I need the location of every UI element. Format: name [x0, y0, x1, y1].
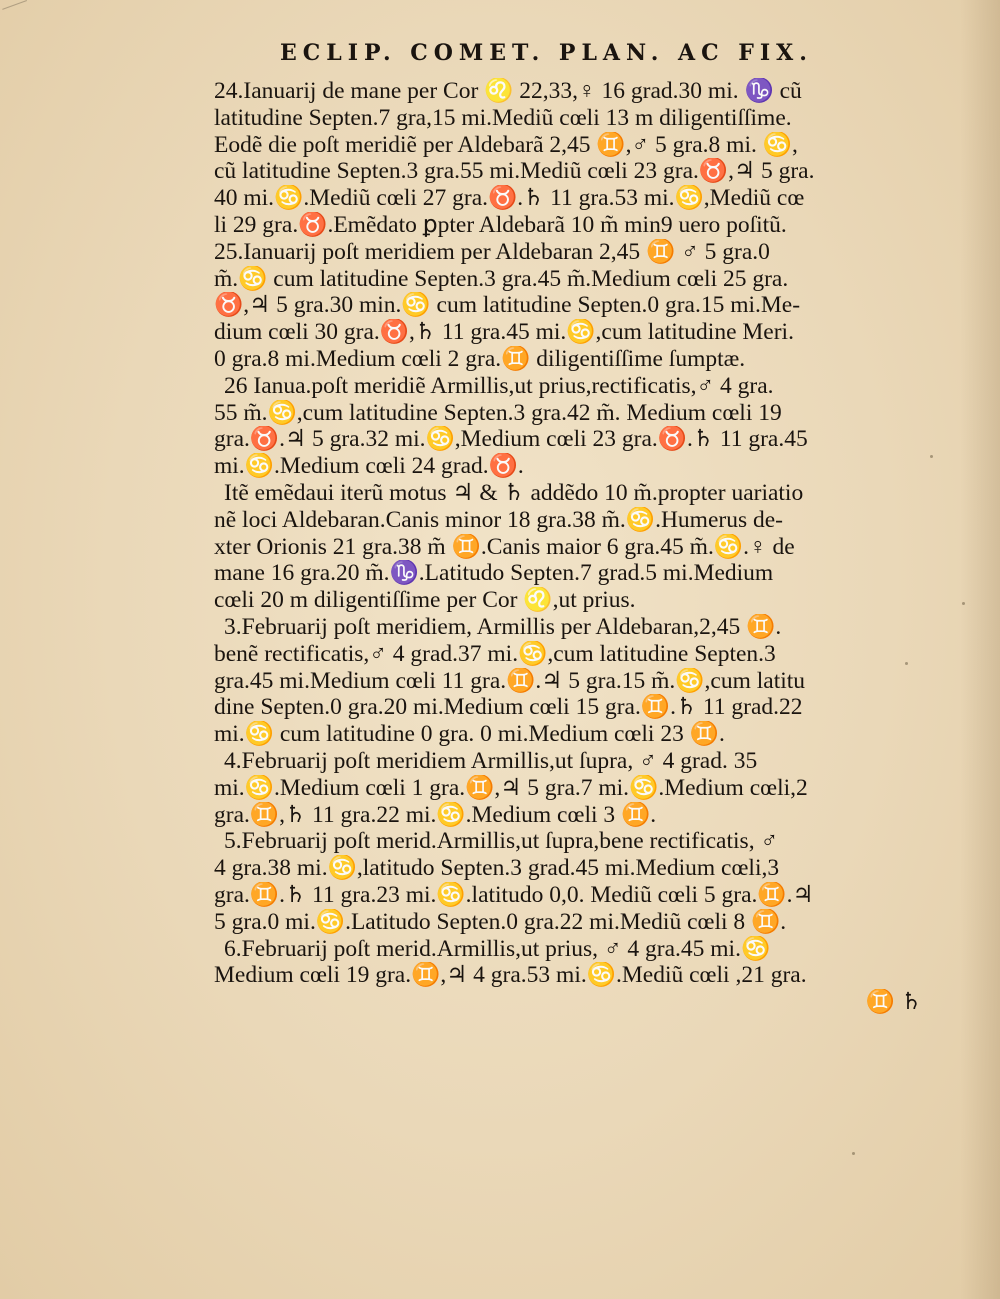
- paper-speck: [852, 1152, 855, 1155]
- text-line: 26 Ianua.poſt meridiẽ Armillis,ut prius,rectificatis,♂ 4 gra.: [224, 372, 774, 399]
- text-line: cœli 20 m diligentiſſime per Cor ♌,ut prius.: [214, 587, 636, 614]
- running-header: ECLIP. COMET. PLAN. AC FIX.: [280, 40, 813, 66]
- text-line: 5 gra.0 mi.♋.Latitudo Septen.0 gra.22 mi.Mediũ cœli 8 ♊.: [214, 908, 787, 935]
- text-line: Medium cœli 19 gra.♊,♃ 4 gra.53 mi.♋.Mediũ cœli ,21 gra.: [214, 962, 807, 989]
- text-line: mi.♋ cum latitudine 0 gra. 0 mi.Medium cœli 23 ♊.: [214, 721, 725, 748]
- page-edge-shadow: [960, 0, 1000, 1299]
- text-line: Itẽ emẽdaui iterũ motus ♃ & ♄ addẽdo 10 m̃.propter uariatio: [224, 479, 804, 506]
- text-line: 24.Ianuarij de mane per Cor ♌ 22,33,♀ 16 grad.30 mi. ♑ cũ: [214, 78, 802, 104]
- text-line: mi.♋.Medium cœli 24 grad.♉.: [214, 453, 524, 480]
- text-line: Eodẽ die poſt meridiẽ per Aldebarã 2,45 ♊,♂ 5 gra.8 mi. ♋,: [214, 131, 798, 158]
- paper-speck: [930, 455, 933, 458]
- text-line: xter Orionis 21 gra.38 m̃ ♊.Canis maior 6 gra.45 m̃.♋.♀ de: [214, 533, 795, 560]
- text-line: mane 16 gra.20 m̃.♑.Latitudo Septen.7 grad.5 mi.Medium: [214, 560, 774, 587]
- text-line: 40 mi.♋.Mediũ cœli 27 gra.♉.♄ 11 gra.53 mi.♋,Mediũ cœ: [214, 185, 805, 212]
- text-line: 5.Februarij poſt merid.Armillis,ut ſupra,bene rectificatis, ♂: [224, 828, 779, 855]
- text-line: 4 gra.38 mi.♋,latitudo Septen.3 grad.45 mi.Medium cœli,3: [214, 855, 780, 882]
- text-line: cũ latitudine Septen.3 gra.55 mi.Mediũ cœli 23 gra.♉,♃ 5 gra.: [214, 158, 815, 185]
- text-line: gra.♊.♄ 11 gra.23 mi.♋.latitudo 0,0. Mediũ cœli 5 gra.♊.♃: [214, 881, 814, 908]
- text-line: 25.Ianuarij poſt meridiem per Aldebaran 2,45 ♊ ♂ 5 gra.0: [214, 238, 770, 265]
- text-line: gra.♉.♃ 5 gra.32 mi.♋,Medium cœli 23 gra.♉.♄ 11 gra.45: [214, 426, 808, 453]
- text-line: 6.Februarij poſt merid.Armillis,ut prius, ♂ 4 gra.45 mi.♋: [224, 935, 771, 962]
- text-line: gra.45 mi.Medium cœli 11 gra.♊.♃ 5 gra.15 m̃.♋,cum latitu: [214, 667, 806, 694]
- text-line: m̃.♋ cum latitudine Septen.3 gra.45 m̃.Medium cœli 25 gra.: [214, 265, 789, 292]
- text-line: nẽ loci Aldebaran.Canis minor 18 gra.38 m̃.♋.Humerus de-: [214, 506, 783, 533]
- text-line: benẽ rectificatis,♂ 4 grad.37 mi.♋,cum latitudine Septen.3: [214, 640, 776, 667]
- text-line: latitudine Septen.7 gra,15 mi.Mediũ cœli 13 m diligentiſſime.: [214, 104, 792, 131]
- text-line: ♉,♃ 5 gra.30 min.♋ cum latitudine Septen.0 gra.15 mi.Me-: [214, 292, 801, 319]
- body-text: [214, 78, 930, 1016]
- paper-speck: [905, 662, 908, 665]
- text-line: 4.Februarij poſt meridiem Armillis,ut ſupra, ♂ 4 grad. 35: [224, 747, 758, 774]
- text-line: li 29 gra.♉.Emẽdato ꝑpter Aldebarã 10 m̃ min9 uero poſitũ.: [214, 211, 787, 238]
- text-line: ♊ ♄: [865, 989, 922, 1016]
- text-line: 0 gra.8 mi.Medium cœli 2 gra.♊ diligentiſſime ſumptæ.: [214, 345, 746, 372]
- text-line: gra.♊,♄ 11 gra.22 mi.♋.Medium cœli 3 ♊.: [214, 801, 657, 828]
- text-line: dine Septen.0 gra.20 mi.Medium cœli 15 gra.♊.♄ 11 grad.22: [214, 694, 803, 721]
- text-line: dium cœli 30 gra.♉,♄ 11 gra.45 mi.♋,cum latitudine Meri.: [214, 319, 794, 346]
- text-line: 55 m̃.♋,cum latitudine Septen.3 gra.42 m̃. Medium cœli 19: [214, 399, 782, 426]
- text-line: mi.♋.Medium cœli 1 gra.♊,♃ 5 gra.7 mi.♋.Medium cœli,2: [214, 774, 808, 801]
- paper-speck: [962, 602, 965, 605]
- text-line: 3.Februarij poſt meridiem, Armillis per Aldebaran,2,45 ♊.: [224, 613, 782, 640]
